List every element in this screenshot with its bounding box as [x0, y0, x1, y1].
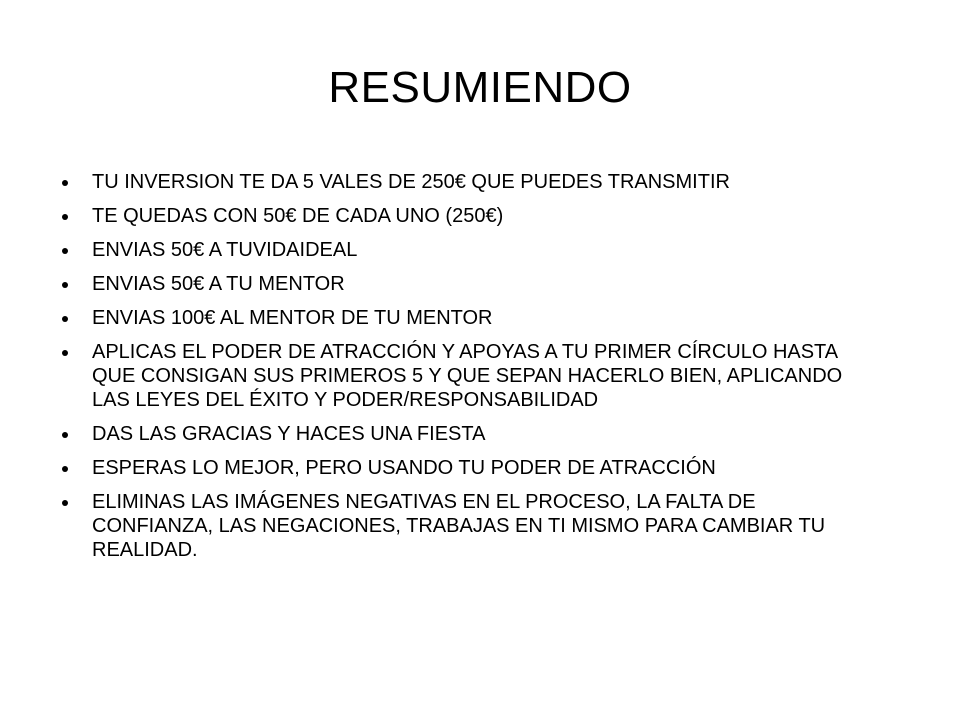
bullet-dot-icon — [62, 432, 68, 438]
bullet-dot-icon — [62, 466, 68, 472]
bullet-dot-icon — [62, 316, 68, 322]
bullet-dot-icon — [62, 282, 68, 288]
bullet-list — [62, 170, 882, 572]
bullet-text: TU INVERSION TE DA 5 VALES DE 250€ QUE PUEDES TRANSMITIR — [92, 171, 730, 193]
bullet-item — [62, 422, 882, 446]
bullet-item — [62, 272, 882, 296]
bullet-text: ELIMINAS LAS IMÁGENES NEGATIVAS EN EL PROCESO, LA FALTA DE CONFIANZA, LAS NEGACIONES, TRABAJAS EN TI MISMO PARA CAMBIAR TU REALIDAD. — [92, 491, 826, 561]
bullet-dot-icon — [62, 214, 68, 220]
bullet-text: ENVIAS 50€ A TUVIDAIDEAL — [92, 239, 358, 261]
bullet-item — [62, 238, 882, 262]
bullet-text: ESPERAS LO MEJOR, PERO USANDO TU PODER DE ATRACCIÓN — [92, 457, 716, 479]
bullet-text: DAS LAS GRACIAS Y HACES UNA FIESTA — [92, 423, 486, 445]
slide-title: RESUMIENDO — [328, 63, 632, 112]
bullet-dot-icon — [62, 350, 68, 356]
bullet-text: ENVIAS 50€ A TU MENTOR — [92, 273, 345, 295]
bullet-item — [62, 306, 882, 330]
bullet-item — [62, 340, 882, 412]
bullet-item — [62, 456, 882, 480]
bullet-item — [62, 204, 882, 228]
bullet-text: ENVIAS 100€ AL MENTOR DE TU MENTOR — [92, 307, 493, 329]
bullet-item — [62, 490, 882, 562]
bullet-dot-icon — [62, 500, 68, 506]
bullet-dot-icon — [62, 248, 68, 254]
bullet-dot-icon — [62, 180, 68, 186]
bullet-text: TE QUEDAS CON 50€ DE CADA UNO (250€) — [92, 205, 504, 227]
bullet-text: APLICAS EL PODER DE ATRACCIÓN Y APOYAS A TU PRIMER CÍRCULO HASTA QUE CONSIGAN SUS PRIMEROS 5 Y QUE SEPAN HACERLO BIEN, APLICANDO LAS LEYES DEL ÉXITO Y PODER/RESPONSABILIDAD — [92, 341, 843, 411]
bullet-item — [62, 170, 882, 194]
